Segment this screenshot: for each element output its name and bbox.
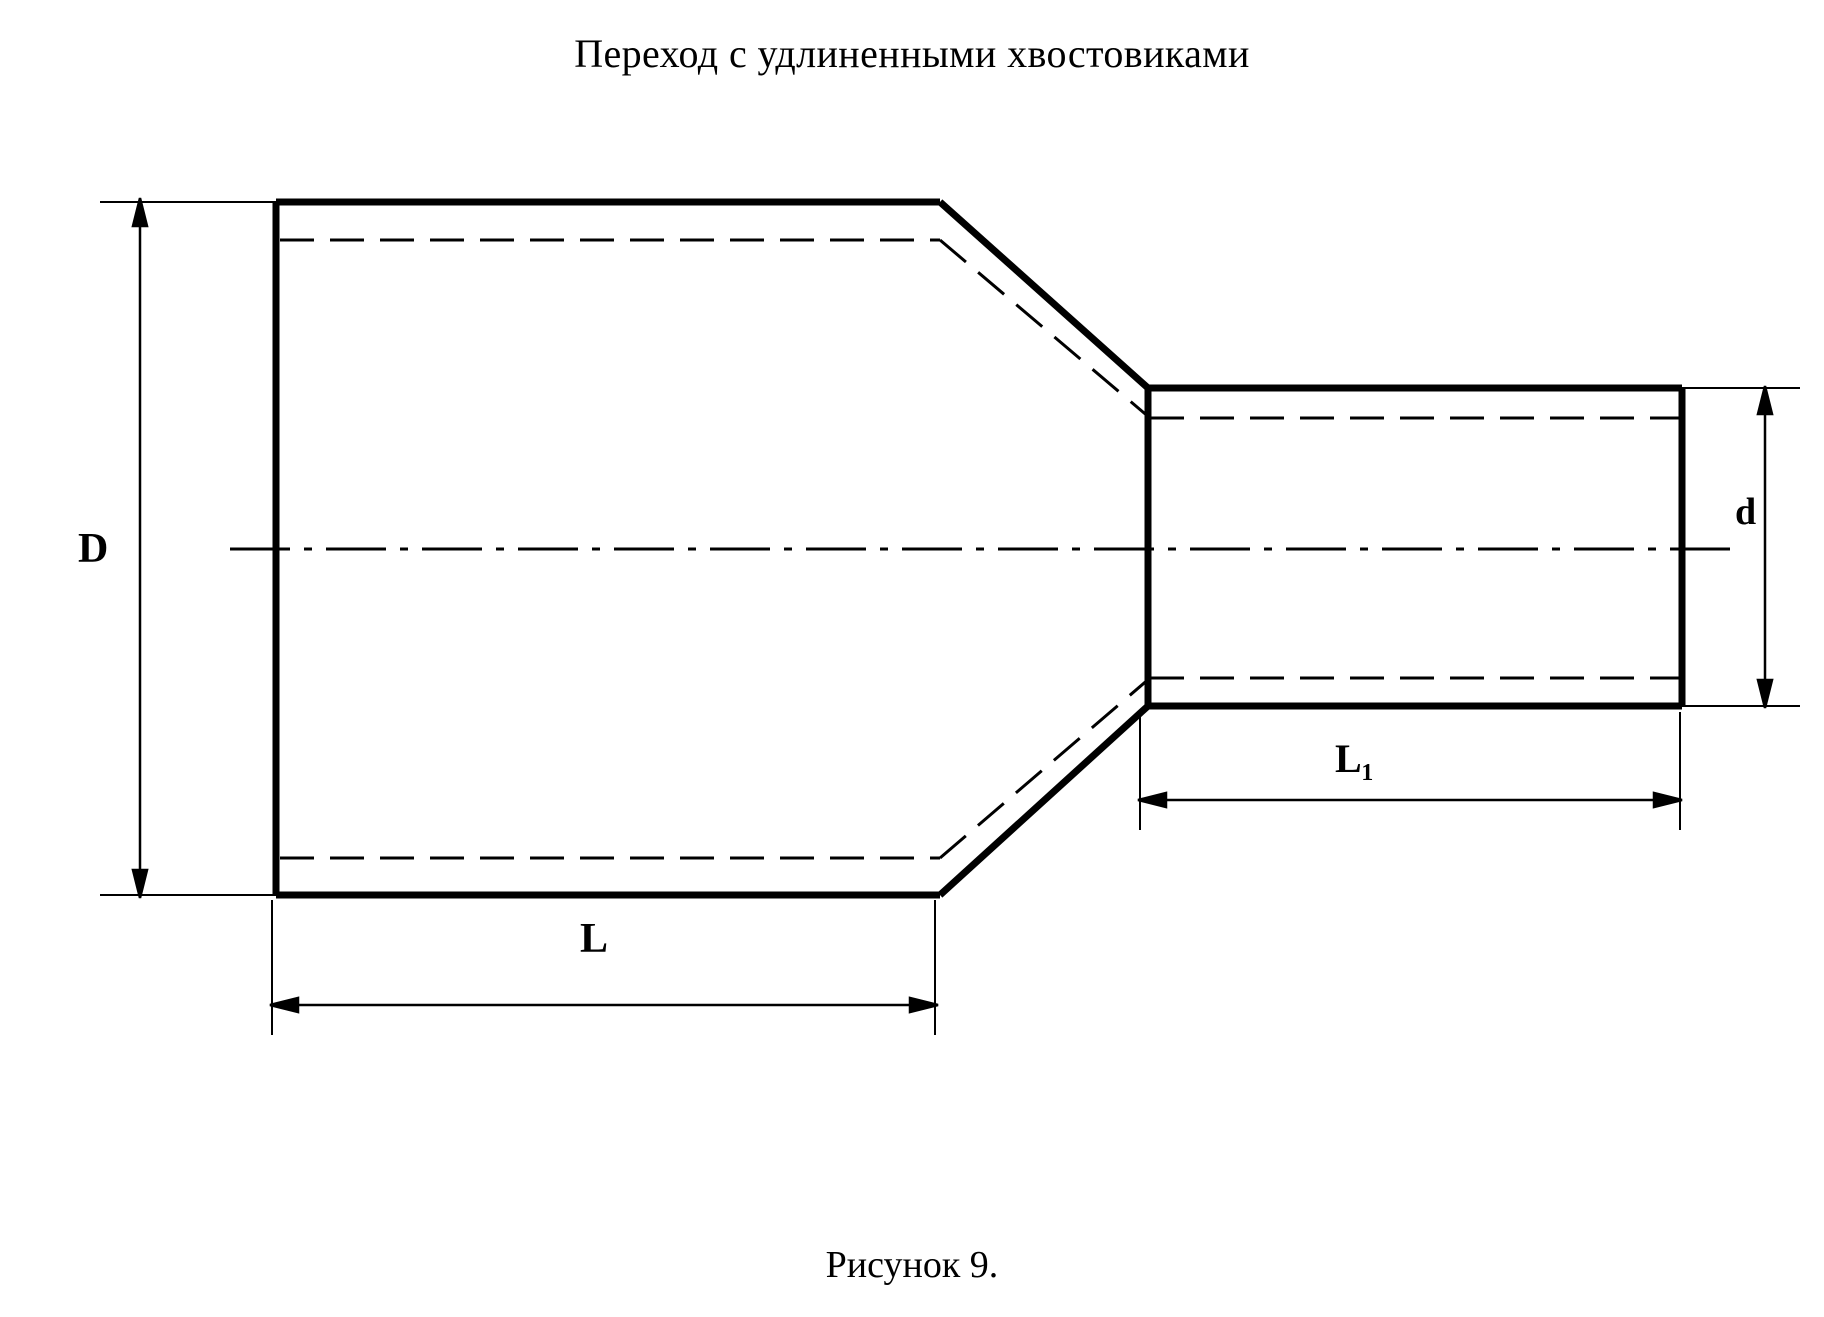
extension-lines bbox=[100, 202, 1800, 1035]
dimension-label-D: D bbox=[78, 526, 109, 572]
dimension-label-d: d bbox=[1735, 491, 1757, 533]
dimension-label-L1: L₁ bbox=[1335, 736, 1374, 781]
figure-caption: Рисунок 9. bbox=[825, 1244, 999, 1286]
dimension-arrow-icon bbox=[133, 198, 1772, 1012]
figure-title: Переход с удлиненными хвостовиками bbox=[574, 31, 1250, 76]
dimension-label-L: L bbox=[580, 916, 609, 962]
